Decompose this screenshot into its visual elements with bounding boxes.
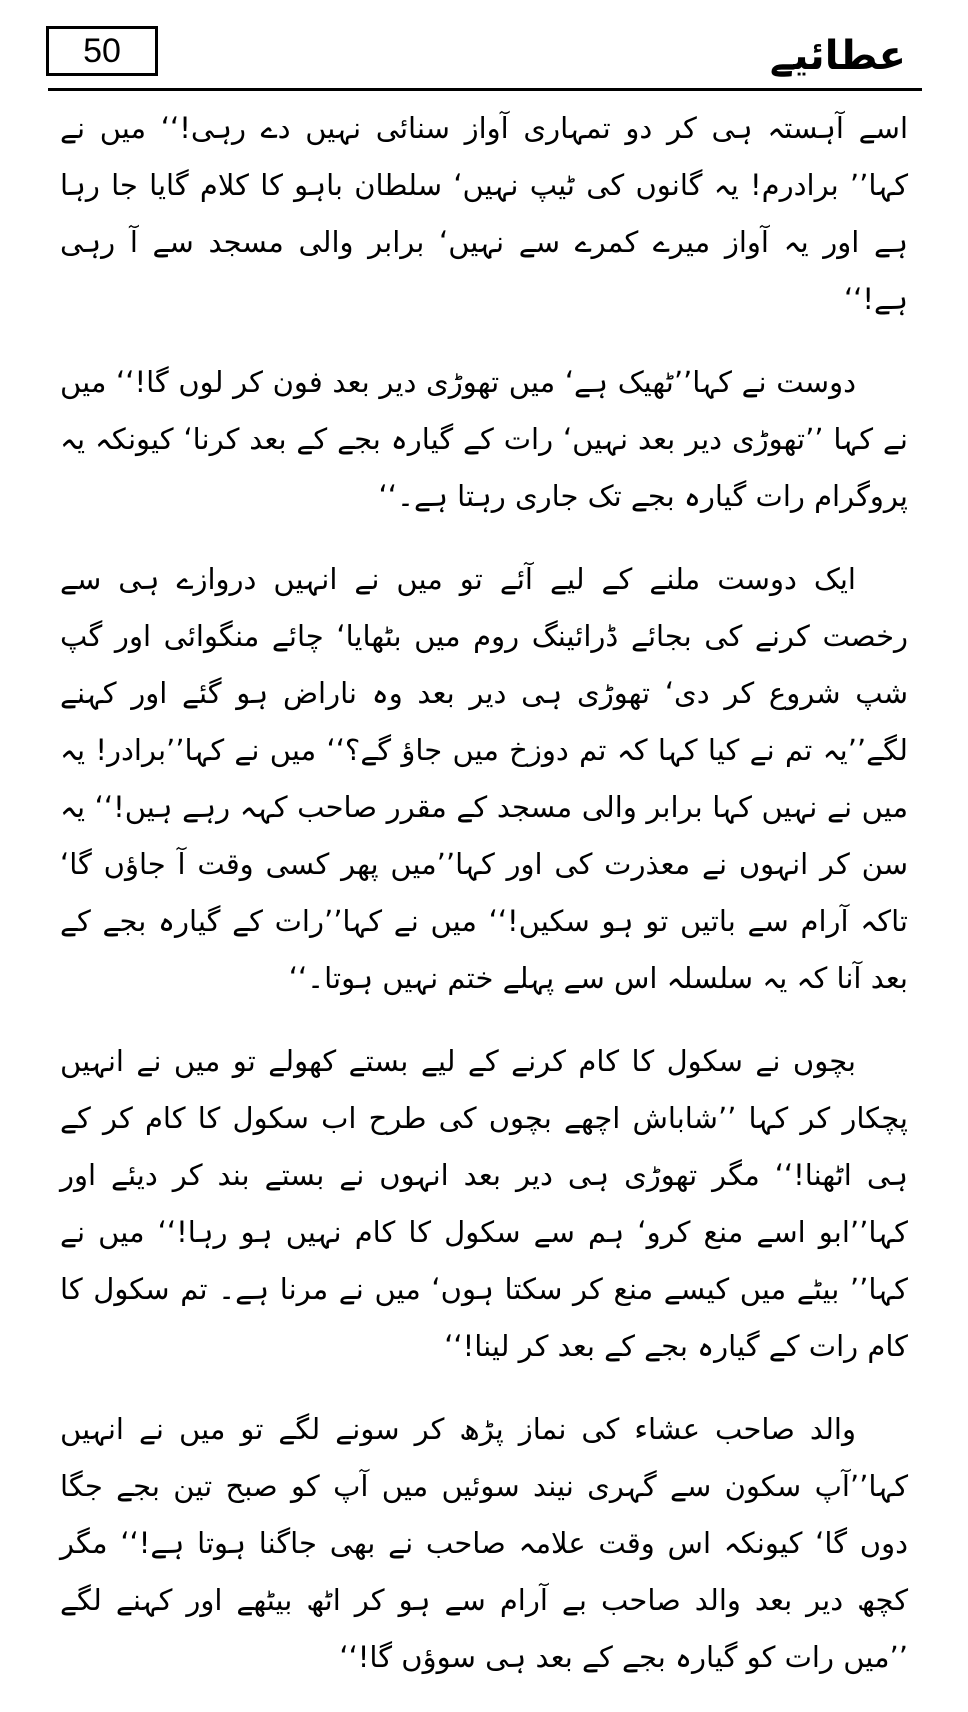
header-rule [48,88,922,91]
paragraph: دوست نے کہا’’ٹھیک ہے‘ میں تھوڑی دیر بعد فون کر لوں گا!‘‘ میں نے کہا ’’تھوڑی دیر بعد نہیں‘ رات کے گیارہ بجے کے بعد کرنا‘ کیونکہ یہ پروگرام رات گیارہ بجے تک جاری رہتا ہے۔‘‘ [60,365,908,513]
paragraph: بچوں نے سکول کا کام کرنے کے لیے بستے کھولے تو میں نے انہیں پچکار کر کہا ’’شاباش اچھے بچوں کی طرح اب سکول کا کام کر کے ہی اٹھنا!‘‘ مگر تھوڑی ہی دیر بعد انہوں نے بستے بند کر دیئے اور کہا’’ابو اسے منع کرو‘ ہم سے سکول کا کام نہیں ہو رہا!‘‘ میں نے کہا’’ بیٹے میں کیسے منع کر سکتا ہوں‘ میں نے مرنا ہے۔ تم سکول کا کام رات کے گیارہ بجے کے بعد کر لینا!‘‘ [60,1044,908,1363]
body-text [60,100,908,1712]
page-number: 50 [46,26,158,76]
running-head-title: عطائیے [769,33,906,79]
paragraph: والد صاحب عشاء کی نماز پڑھ کر سونے لگے تو میں نے انہیں کہا’’آپ سکون سے گہری نیند سوئیں میں آپ کو صبح تین بجے جگا دوں گا‘ کیونکہ اس وقت علامہ صاحب نے بھی جاگنا ہوتا ہے!‘‘ مگر کچھ دیر بعد والد صاحب بے آرام سے ہو کر اٹھ بیٹھے اور کہنے لگے ’’میں رات کو گیارہ بجے کے بعد ہی سوؤں گا!‘‘ [60,1412,908,1674]
paragraph: اسے آہستہ ہی کر دو تمہاری آواز سنائی نہیں دے رہی!‘‘ میں نے کہا’’ برادرم! یہ گانوں کی ٹیپ نہیں‘ سلطان باہو کا کلام گایا جا رہا ہے اور یہ آواز میرے کمرے سے نہیں‘ برابر والی مسجد سے آ رہی ہے!‘‘ [60,111,908,316]
paragraph: ایک دوست ملنے کے لیے آئے تو میں نے انہیں دروازے ہی سے رخصت کرنے کی بجائے ڈرائینگ روم میں بٹھایا‘ چائے منگوائی اور گپ شپ شروع کر دی‘ تھوڑی ہی دیر بعد وہ ناراض ہو گئے اور کہنے لگے’’یہ تم نے کیا کہا کہ تم دوزخ میں جاؤ گے؟‘‘ میں نے کہا’’برادر! یہ میں نے نہیں کہا برابر والی مسجد کے مقرر صاحب کہہ رہے ہیں!‘‘ یہ سن کر انہوں نے معذرت کی اور کہا’’میں پھر کسی وقت آ جاؤں گا‘ تاکہ آرام سے باتیں تو ہو سکیں!‘‘ میں نے کہا’’رات کے گیارہ بجے کے بعد آنا کہ یہ سلسلہ اس سے پہلے ختم نہیں ہوتا۔‘‘ [60,562,908,995]
